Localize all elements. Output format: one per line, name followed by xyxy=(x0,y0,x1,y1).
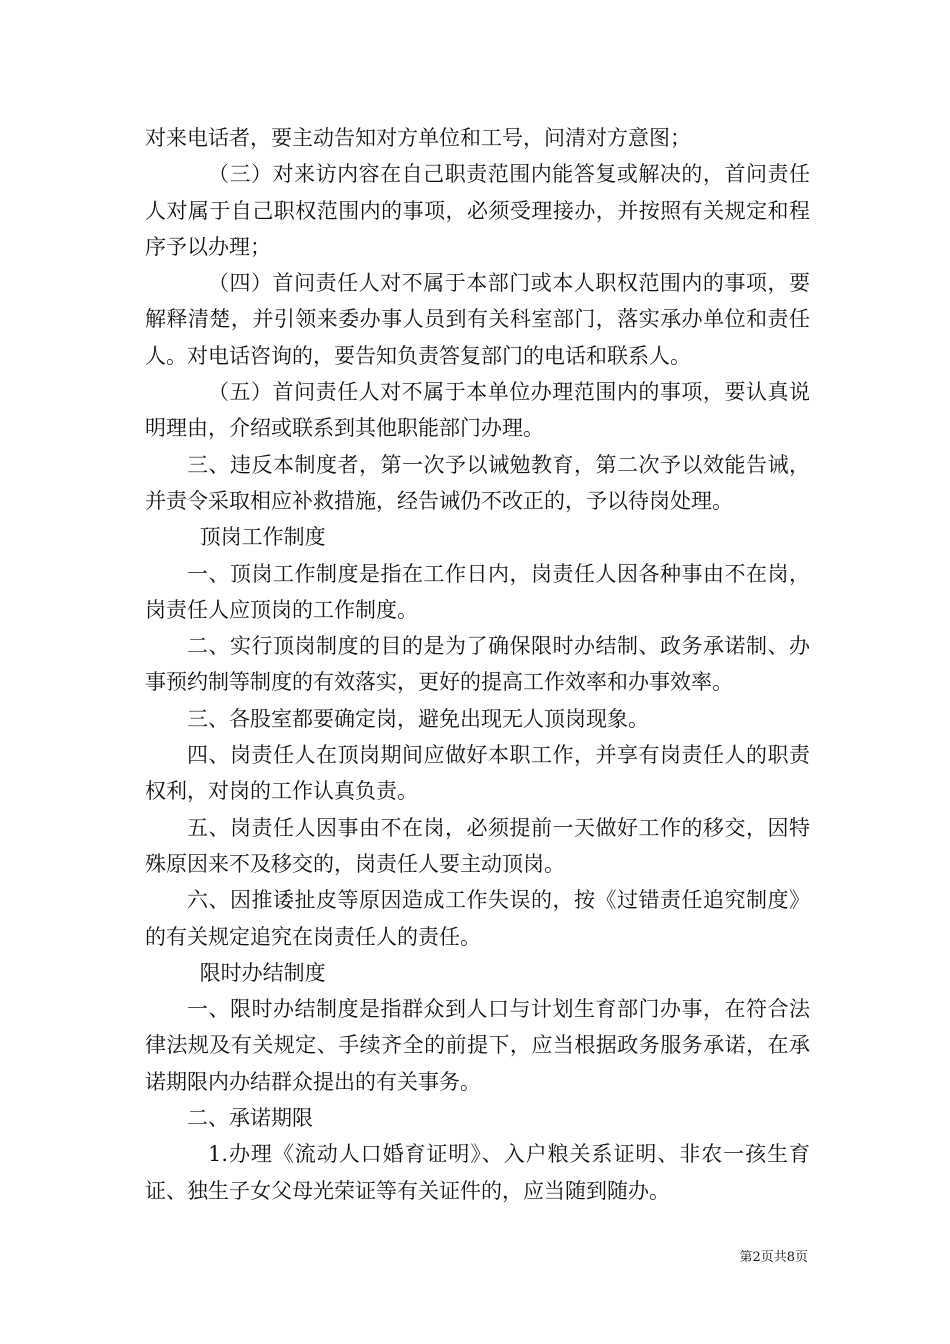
document-body xyxy=(145,120,810,1209)
section-heading: 限时办结制度 xyxy=(199,960,326,985)
paragraph: 六、因推诿扯皮等原因造成工作失误的，按《过错责任追究制度》的有关规定追究在岗责任人的责任。 xyxy=(145,888,810,949)
paragraph: （三）对来访内容在自己职责范围内能答复或解决的，首问责任人对属于自己职权范围内的事项，必须受理接办，并按照有关规定和程序予以办理； xyxy=(145,162,810,259)
paragraph: 对来电话者，要主动告知对方单位和工号，问清对方意图； xyxy=(145,126,691,150)
paragraph: 二、承诺期限 xyxy=(187,1106,313,1131)
paragraph: 三、各股室都要确定岗，避免出现无人顶岗现象。 xyxy=(187,706,649,731)
paragraph: 1.办理《流动人口婚育证明》、入户粮关系证明、非农一孩生育证、独生子女父母光荣证等有关证件的，应当随到随办。 xyxy=(145,1142,810,1203)
section-heading: 顶岗工作制度 xyxy=(199,525,326,550)
paragraph: 一、顶岗工作制度是指在工作日内，岗责任人因各种事由不在岗，岗责任人应顶岗的工作制度。 xyxy=(145,561,810,622)
paragraph: 一、限时办结制度是指群众到人口与计划生育部门办事，在符合法律法规及有关规定、手续齐全的前提下，应当根据政务服务承诺，在承诺期限内办结群众提出的有关事务。 xyxy=(145,997,810,1094)
paragraph: 二、实行顶岗制度的目的是为了确保限时办结制、政务承诺制、办事预约制等制度的有效落实，更好的提高工作效率和办事效率。 xyxy=(145,634,810,695)
page-number: 第2页共8页 xyxy=(739,1250,808,1265)
paragraph: 四、岗责任人在顶岗期间应做好本职工作，并享有岗责任人的职责权利，对岗的工作认真负责。 xyxy=(145,743,810,804)
paragraph: 五、岗责任人因事由不在岗，必须提前一天做好工作的移交，因特殊原因来不及移交的，岗责任人要主动顶岗。 xyxy=(145,815,810,876)
paragraph: （四）首问责任人对不属于本部门或本人职权范围内的事项，要解释清楚，并引领来委办事人员到有关科室部门，落实承办单位和责任人。对电话咨询的，要告知负责答复部门的电话和联系人。 xyxy=(145,271,810,368)
paragraph: 三、违反本制度者，第一次予以诫勉教育，第二次予以效能告诫，并责令采取相应补救措施，经告诫仍不改正的，予以待岗处理。 xyxy=(145,452,810,513)
paragraph: （五）首问责任人对不属于本单位办理范围内的事项，要认真说明理由，介绍或联系到其他职能部门办理。 xyxy=(145,380,810,441)
